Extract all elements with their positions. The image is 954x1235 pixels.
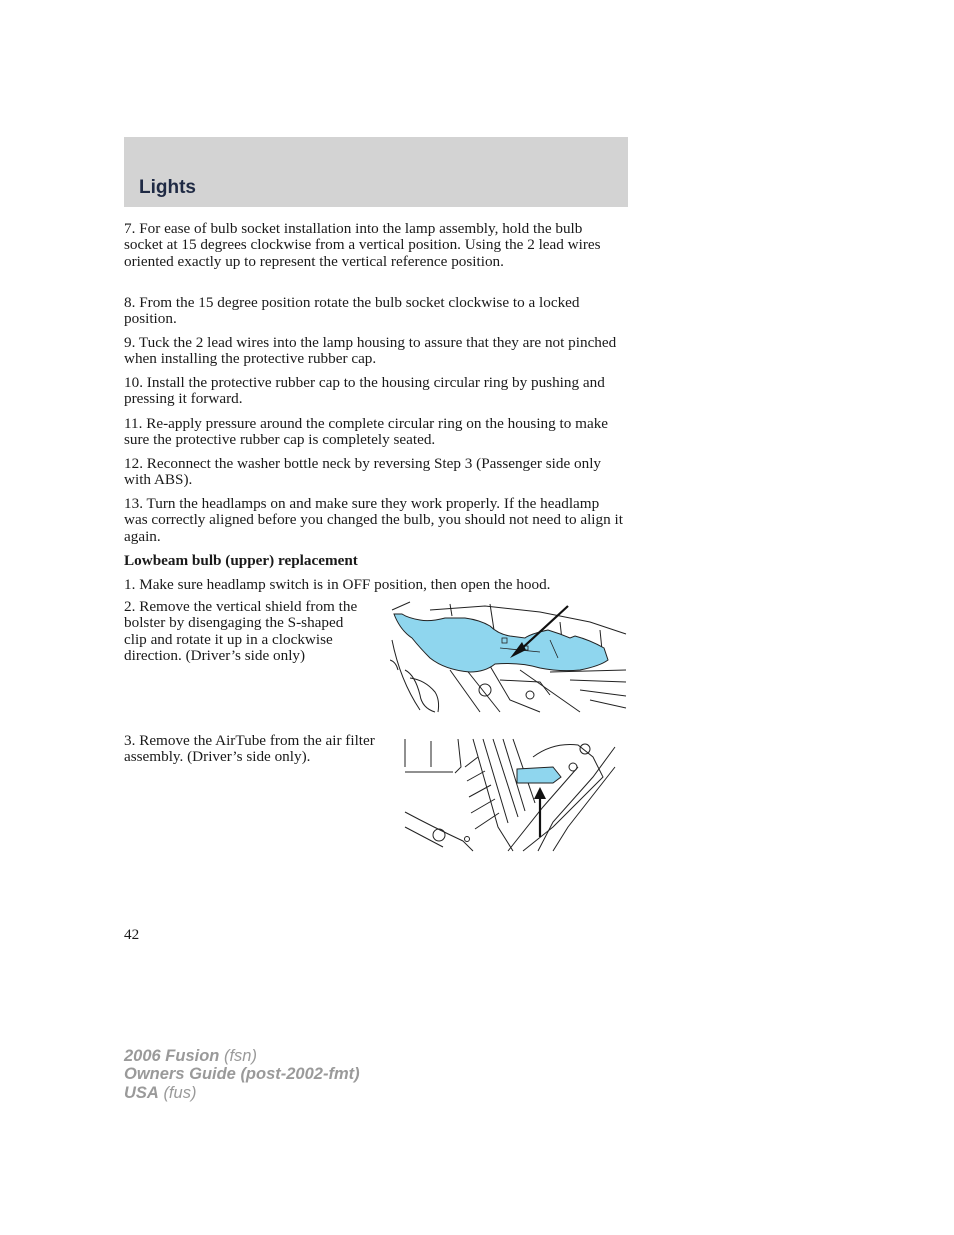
footer-model: 2006 Fusion: [124, 1047, 220, 1065]
lowbeam-step-3-text: 3. Remove the AirTube from the air filter assembly. (Driver’s side only).: [124, 732, 375, 766]
step-11-text: 11. Re-apply pressure around the complete circular ring on the housing to make sure the protective rubber cap is completely seated.: [124, 415, 609, 449]
section-header-band: [124, 137, 628, 207]
footer-market: USA: [124, 1083, 159, 1102]
vertical-shield-illustration: [390, 600, 628, 716]
footer-market-code: (fus): [163, 1083, 197, 1102]
document-footer: [124, 1047, 360, 1102]
step-12-text: 12. Reconnect the washer bottle neck by reversing Step 3 (Passenger side only with ABS).: [124, 455, 602, 489]
lowbeam-step-2-text: 2. Remove the vertical shield from the bolster by disengaging the S-shaped clip and rotate it up in a clockwise direction. (Driver’s side only): [124, 598, 358, 665]
section-title: Lights: [139, 177, 196, 198]
airtube-illustration: [403, 737, 618, 853]
footer-model-code: (fsn): [223, 1047, 257, 1065]
page-number: 42: [124, 926, 140, 943]
step-8-text: 8. From the 15 degree position rotate the bulb socket clockwise to a locked position.: [124, 294, 580, 328]
lowbeam-step-1-text: 1. Make sure headlamp switch is in OFF position, then open the hood.: [124, 576, 551, 593]
footer-guide: Owners Guide (post-2002-fmt): [124, 1065, 360, 1084]
step-9-text: 9. Tuck the 2 lead wires into the lamp housing to assure that they are not pinched when installing the protective rubber cap.: [124, 334, 617, 368]
lowbeam-heading: Lowbeam bulb (upper) replacement: [124, 552, 358, 569]
step-13-text: 13. Turn the headlamps on and make sure they work properly. If the headlamp was correctly aligned before you changed the bulb, you should not need to align it again.: [124, 495, 623, 545]
step-10-text: 10. Install the protective rubber cap to the housing circular ring by pushing and pressing it forward.: [124, 374, 605, 408]
step-7-text: 7. For ease of bulb socket installation into the lamp assembly, hold the bulb socket at 15 degrees clockwise from a vertical position. Using the 2 lead wires oriented exactly up to represent the vertical reference position.: [124, 220, 601, 270]
